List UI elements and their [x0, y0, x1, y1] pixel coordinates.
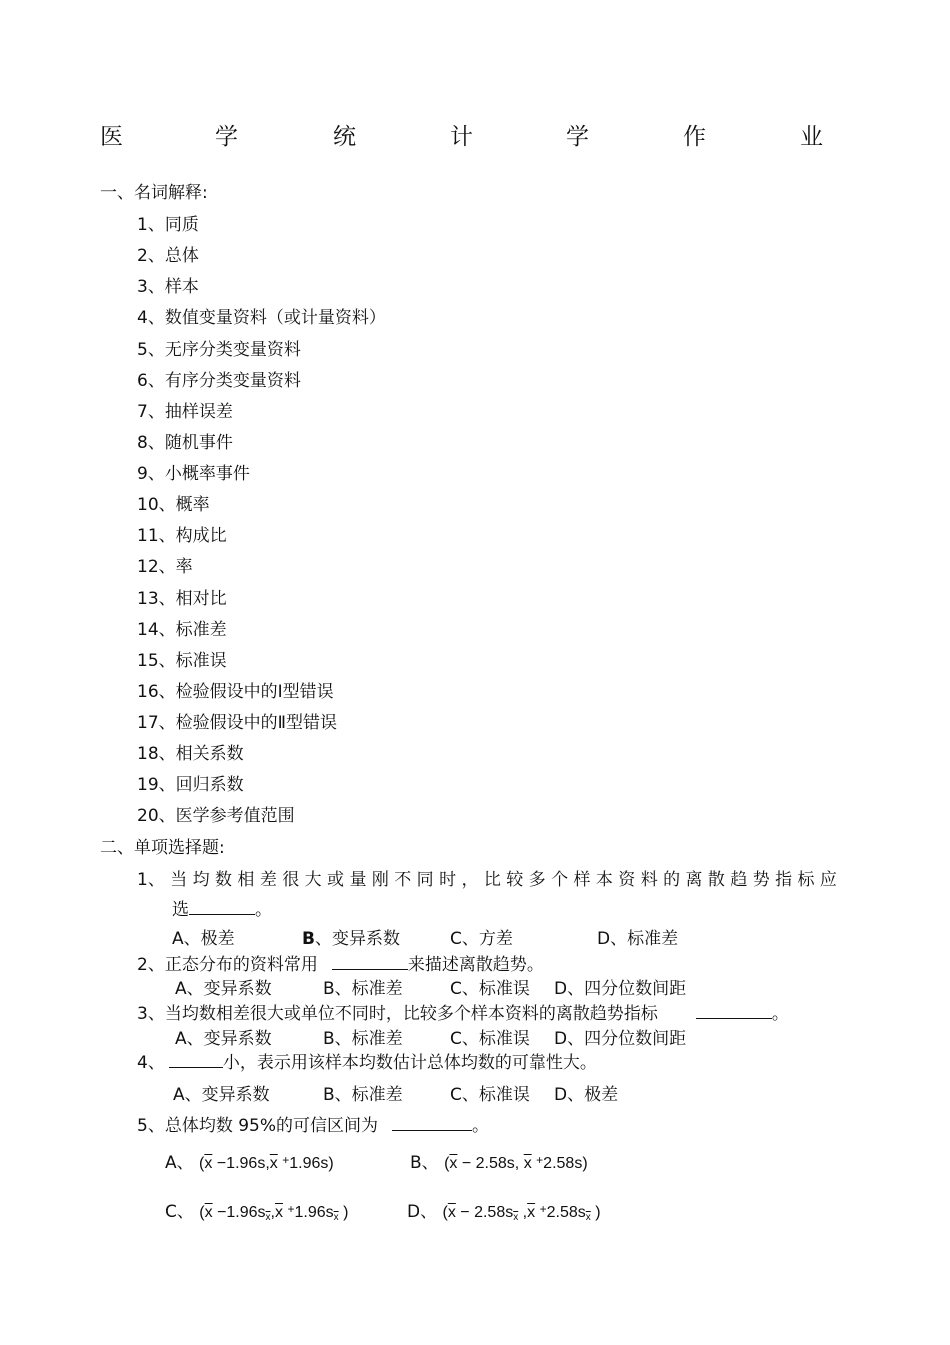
- list-item: 14、标准差: [137, 620, 227, 640]
- paren-close: ): [328, 1155, 334, 1172]
- option-a: [165, 1153, 334, 1173]
- coef-term: 1.96: [294, 1204, 326, 1221]
- title-char: 计: [450, 124, 473, 150]
- list-item: 8、随机事件: [137, 433, 233, 453]
- question-5-post: 。: [472, 1116, 490, 1136]
- formula-b: [444, 1155, 588, 1172]
- paren-open: (: [199, 1204, 205, 1221]
- s-symbol: s: [257, 1204, 266, 1221]
- coef-term: 2.58: [546, 1204, 578, 1221]
- option-label: D、: [407, 1202, 438, 1222]
- x-bar: $\overline{x}$: [447, 1204, 456, 1221]
- list-item: 16、检验假设中的Ⅰ型错误: [137, 682, 334, 702]
- s-symbol: s: [505, 1204, 514, 1221]
- paren-open: (: [442, 1204, 448, 1221]
- list-item: 9、小概率事件: [137, 464, 250, 484]
- option-b-letter: B: [302, 929, 315, 949]
- question-2-text: [137, 955, 544, 975]
- list-item: 12、率: [137, 557, 193, 577]
- answer-blank: [332, 955, 408, 970]
- option-c: [165, 1202, 348, 1224]
- coef-term: − 2.58: [460, 1204, 506, 1221]
- option-label: A、: [165, 1153, 194, 1173]
- list-item: 2、总体: [137, 246, 199, 266]
- title-char: 学: [215, 124, 238, 150]
- title-char: 业: [800, 124, 823, 150]
- answer-blank: [696, 1004, 772, 1019]
- paren-open: (: [444, 1155, 450, 1172]
- option-label: C、: [165, 1202, 194, 1222]
- s-symbol: s: [574, 1155, 583, 1172]
- paren-close: ): [343, 1204, 349, 1221]
- list-item: 1、同质: [137, 215, 199, 235]
- question-2-post: 来描述离散趋势。: [407, 955, 544, 975]
- list-item: 10、概率: [137, 495, 210, 515]
- option-a: A、变异系数: [173, 1085, 270, 1105]
- comma: ,: [514, 1155, 520, 1172]
- list-item: 17、检验假设中的Ⅱ型错误: [137, 713, 337, 733]
- coef-term: −1.96: [217, 1204, 258, 1221]
- subscript-x-bar: x: [513, 1212, 519, 1223]
- s-symbol: s: [577, 1204, 586, 1221]
- question-2-pre: 2、正态分布的资料常用: [137, 955, 318, 975]
- title-char: 作: [683, 124, 706, 150]
- option-b-text: 、变异系数: [314, 929, 400, 949]
- option-a: A、变异系数: [175, 1029, 272, 1049]
- coef-term: 1.96: [289, 1155, 321, 1172]
- question-4-text: [137, 1053, 597, 1073]
- plus-sign: +: [536, 1153, 544, 1167]
- question-5-text: [137, 1116, 489, 1136]
- s-symbol: s: [325, 1204, 334, 1221]
- x-bar: $\overline{x}$: [269, 1155, 278, 1172]
- answer-blank: [392, 1116, 472, 1131]
- question-4-pre: 4、: [137, 1053, 165, 1073]
- list-item: 3、样本: [137, 277, 199, 297]
- question-4-post: 小，表示用该样本均数估计总体均数的可靠性大。: [222, 1053, 597, 1073]
- title-char: 统: [333, 124, 356, 150]
- s-symbol: s: [320, 1155, 329, 1172]
- option-d: [407, 1202, 601, 1224]
- s-symbol: s: [257, 1155, 266, 1172]
- x-bar: $\overline{x}$: [204, 1204, 213, 1221]
- option-d: D、极差: [554, 1085, 619, 1105]
- option-b: B、标准差: [323, 979, 403, 999]
- subscript-x-bar: x: [265, 1212, 271, 1223]
- question-1-line2: [172, 900, 272, 920]
- x-bar: $\overline{x}$: [204, 1155, 213, 1172]
- x-bar: $\overline{x}$: [523, 1155, 532, 1172]
- option-d: D、四分位数间距: [554, 1029, 687, 1049]
- option-b: [410, 1153, 588, 1173]
- comma: ,: [265, 1155, 270, 1172]
- question-1-pre: 选: [172, 900, 189, 920]
- question-3-pre: 3、当均数相差很大或单位不同时，比较多个样本资料的离散趋势指标: [137, 1004, 658, 1024]
- title-char: 学: [566, 124, 589, 150]
- option-a: A、变异系数: [175, 979, 272, 999]
- x-bar: $\overline{x}$: [449, 1155, 458, 1172]
- option-c: C、标准误: [450, 1029, 530, 1049]
- answer-blank: [169, 1053, 223, 1068]
- list-item: 4、数值变量资料（或计量资料）: [137, 308, 386, 328]
- x-bar: $\overline{x}$: [527, 1204, 536, 1221]
- comma: ,: [522, 1204, 528, 1221]
- list-item: 20、医学参考值范围: [137, 806, 295, 826]
- option-c: C、标准误: [450, 979, 530, 999]
- list-item: 18、相关系数: [137, 744, 244, 764]
- x-bar: $\overline{x}$: [275, 1204, 283, 1221]
- subscript-x-bar: x: [585, 1212, 591, 1223]
- question-5-pre: 5、总体均数 95%的可信区间为: [137, 1116, 379, 1136]
- list-item: 15、标准误: [137, 651, 227, 671]
- list-item: 5、无序分类变量资料: [137, 340, 301, 360]
- option-b: [302, 929, 400, 949]
- title-char: 医: [100, 124, 123, 150]
- question-1-text: 1、 当 均 数 相 差 很 大 或 量 刚 不 同 时 ， 比 较 多 个 样 本 资 料 的 离 散 趋 势 指 标 应: [137, 870, 837, 890]
- option-a: A、极差: [172, 929, 235, 949]
- option-b: B、标准差: [323, 1029, 403, 1049]
- paren-open: (: [199, 1155, 205, 1172]
- option-b: B、标准差: [323, 1085, 403, 1105]
- formula-d: [443, 1204, 601, 1221]
- paren-close: ): [595, 1204, 601, 1221]
- comma: ,: [270, 1204, 275, 1221]
- coef-term: 2.58: [543, 1155, 575, 1172]
- option-d: D、标准差: [597, 929, 679, 949]
- option-d: D、四分位数间距: [554, 979, 687, 999]
- plus-sign: +: [287, 1202, 295, 1216]
- list-item: 19、回归系数: [137, 775, 244, 795]
- option-c: C、方差: [450, 929, 513, 949]
- list-item: 13、相对比: [137, 589, 227, 609]
- section1-heading: 一、名词解释:: [100, 183, 208, 203]
- coef-term: − 2.58: [461, 1155, 507, 1172]
- subscript-x-bar: x: [333, 1212, 339, 1223]
- list-item: 7、抽样误差: [137, 402, 233, 422]
- answer-blank: [189, 900, 255, 915]
- coef-term: −1.96: [216, 1155, 258, 1172]
- section2-heading: 二、单项选择题:: [100, 838, 225, 858]
- formula-a: [199, 1155, 334, 1172]
- question-3-post: 。: [771, 1004, 789, 1024]
- plus-sign: +: [282, 1153, 290, 1167]
- list-item: 11、构成比: [137, 526, 227, 546]
- list-item: 6、有序分类变量资料: [137, 371, 301, 391]
- s-symbol: s: [506, 1155, 515, 1172]
- question-1-post: 。: [255, 900, 272, 920]
- formula-c: [199, 1204, 348, 1221]
- plus-sign: +: [539, 1202, 547, 1216]
- question-3-text: [137, 1004, 789, 1024]
- option-c: C、标准误: [450, 1085, 530, 1105]
- option-label: B、: [410, 1153, 439, 1173]
- paren-close: ): [582, 1155, 588, 1172]
